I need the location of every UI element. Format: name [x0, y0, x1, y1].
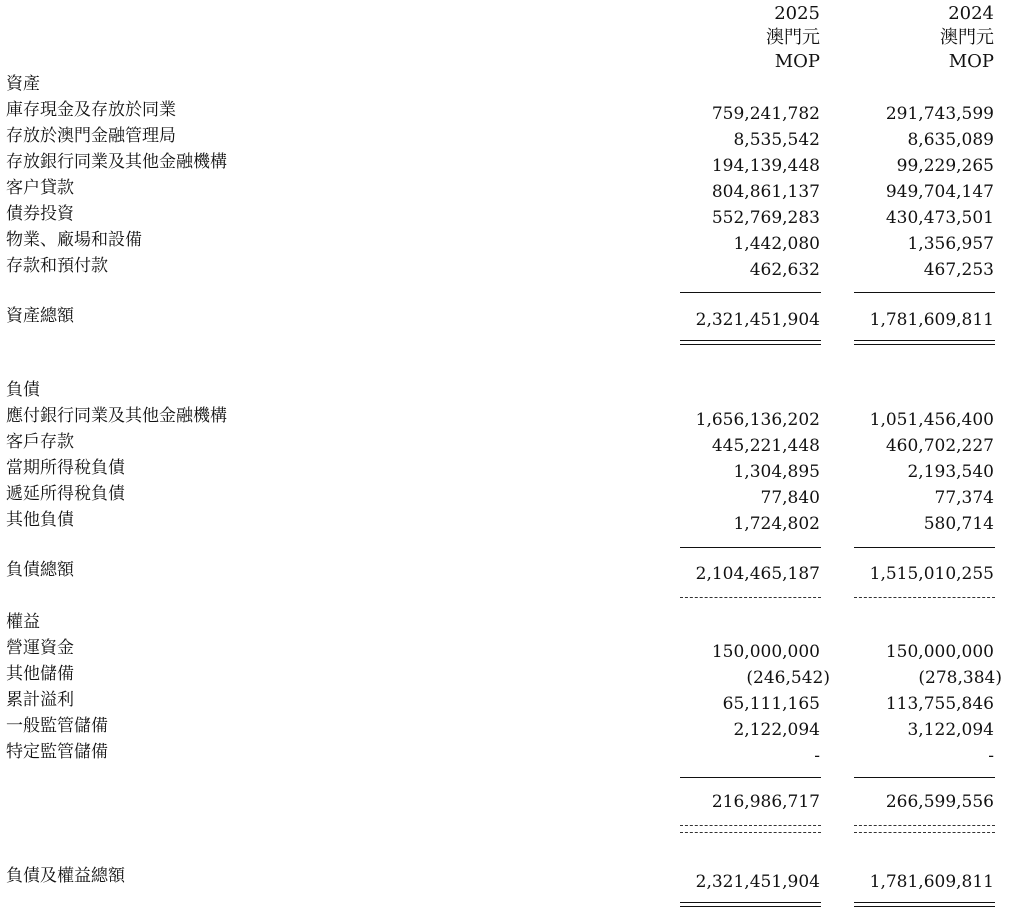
subtotal-equity-2025: 216,986,717	[711, 792, 820, 812]
rule-single	[680, 292, 821, 293]
row-value-2024: 580,714	[923, 514, 994, 534]
row-value-2025: 445,221,448	[711, 436, 820, 456]
rule-dashed	[854, 825, 995, 826]
section-title-assets: 資產	[6, 74, 40, 94]
row-value-2024: 113,755,846	[885, 694, 994, 714]
rule-single	[680, 777, 821, 778]
row-value-2025: 804,861,137	[711, 182, 820, 202]
row-value-2025: 552,769,283	[711, 208, 820, 228]
rule-single	[854, 547, 995, 548]
rule-double	[680, 902, 821, 907]
row-value-2024: 467,253	[923, 260, 994, 280]
rule-double	[680, 340, 821, 345]
row-value-2024: 430,473,501	[885, 208, 994, 228]
row-value-2025: 759,241,782	[711, 104, 820, 124]
rule-dashed	[854, 597, 995, 598]
header-currency-cn-2025: 澳門元	[766, 27, 820, 48]
row-value-2025: 1,724,802	[733, 514, 820, 534]
row-value-2024: 150,000,000	[885, 642, 994, 662]
subtotal-equity-2024: 266,599,556	[885, 792, 994, 812]
row-label: 一般監管儲備	[6, 716, 108, 736]
row-value-2024: 291,743,599	[885, 104, 994, 124]
total-assets-2025: 2,321,451,904	[695, 310, 820, 330]
header-currency-cn-2024: 澳門元	[940, 27, 994, 48]
rule-dashed	[680, 825, 821, 826]
row-value-2024: 460,702,227	[885, 436, 994, 456]
total-label-liabilities: 負債總額	[6, 560, 74, 580]
row-value-2025: 1,304,895	[733, 462, 820, 482]
row-label: 特定監管儲備	[6, 742, 108, 762]
rule-single	[680, 547, 821, 548]
row-label: 庫存現金及存放於同業	[6, 100, 176, 120]
row-value-2024: 8,635,089	[907, 130, 994, 150]
grand-total-label: 負債及權益總額	[6, 866, 125, 886]
total-assets-2024: 1,781,609,811	[869, 310, 994, 330]
row-label: 存放於澳門金融管理局	[6, 126, 176, 146]
row-label: 存放銀行同業及其他金融機構	[6, 152, 227, 172]
row-value-2025: 1,442,080	[733, 234, 820, 254]
row-value-2025: (246,542)	[746, 668, 830, 688]
rule-single	[854, 292, 995, 293]
row-label: 物業、廠場和設備	[6, 230, 142, 250]
total-liabilities-2025: 2,104,465,187	[695, 564, 820, 584]
row-label: 客户貸款	[6, 178, 74, 198]
row-label: 遞延所得稅負債	[6, 484, 125, 504]
row-value-2025: 65,111,165	[722, 694, 820, 714]
row-label: 應付銀行同業及其他金融機構	[6, 406, 227, 426]
rule-dashed	[854, 832, 995, 833]
row-label: 存款和預付款	[6, 256, 108, 276]
row-value-2024: 949,704,147	[885, 182, 994, 202]
row-value-2024: 1,356,957	[907, 234, 994, 254]
row-value-2025: 462,632	[749, 260, 820, 280]
grand-total-2024: 1,781,609,811	[869, 872, 994, 892]
row-label: 當期所得稅負債	[6, 458, 125, 478]
header-year-2025: 2025	[774, 3, 820, 24]
row-value-2025: 77,840	[760, 488, 820, 508]
row-value-2025: 2,122,094	[733, 720, 820, 740]
row-value-2025: 8,535,542	[733, 130, 820, 150]
row-label: 營運資金	[6, 638, 74, 658]
row-label: 其他儲備	[6, 664, 74, 684]
header-currency-code-2024: MOP	[948, 51, 994, 72]
rule-dashed	[680, 597, 821, 598]
row-label: 客戶存款	[6, 432, 74, 452]
row-value-2024: 99,229,265	[896, 156, 994, 176]
row-label: 債券投資	[6, 204, 74, 224]
row-value-2024: 2,193,540	[907, 462, 994, 482]
total-label-assets: 資產總額	[6, 306, 74, 326]
rule-double	[854, 902, 995, 907]
section-title-liabilities: 負債	[6, 380, 40, 400]
total-liabilities-2024: 1,515,010,255	[869, 564, 994, 584]
grand-total-2025: 2,321,451,904	[695, 872, 820, 892]
row-value-2025: -	[814, 746, 820, 766]
rule-single	[854, 777, 995, 778]
row-value-2024: 3,122,094	[907, 720, 994, 740]
section-title-equity: 權益	[6, 612, 40, 632]
row-label: 累計溢利	[6, 690, 74, 710]
header-currency-code-2025: MOP	[774, 51, 820, 72]
row-value-2025: 150,000,000	[711, 642, 820, 662]
header-year-2024: 2024	[948, 3, 994, 24]
rule-double	[854, 340, 995, 345]
row-value-2024: 1,051,456,400	[869, 410, 994, 430]
row-value-2024: (278,384)	[918, 668, 1002, 688]
rule-dashed	[680, 832, 821, 833]
row-value-2025: 1,656,136,202	[695, 410, 820, 430]
row-value-2024: 77,374	[934, 488, 994, 508]
row-value-2024: -	[988, 746, 994, 766]
row-value-2025: 194,139,448	[711, 156, 820, 176]
row-label: 其他負債	[6, 510, 74, 530]
